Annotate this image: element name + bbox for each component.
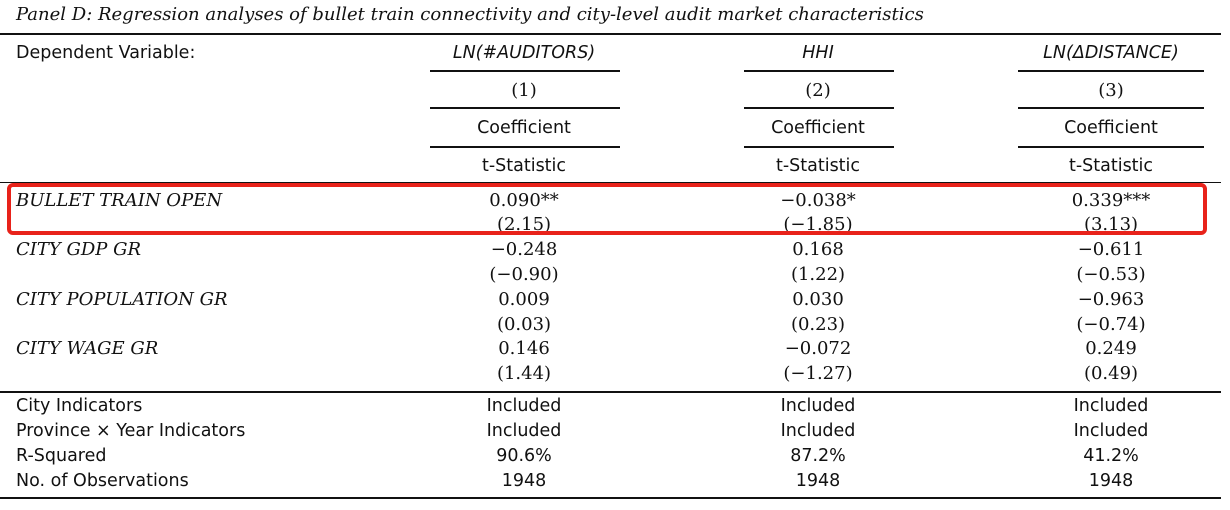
- footer-value: 41.2%: [1083, 446, 1139, 466]
- column-1-rule: [430, 146, 620, 148]
- column-3-rule: [1018, 107, 1204, 109]
- coefficient: 0.146: [498, 338, 550, 359]
- coefficient: 0.090**: [489, 190, 559, 211]
- footer-value: Included: [780, 421, 856, 441]
- footer-label: City Indicators: [16, 396, 143, 416]
- t-statistic: (−0.74): [1076, 314, 1146, 335]
- footer-label: No. of Observations: [16, 471, 189, 491]
- column-2-rule: [744, 146, 894, 148]
- column-1-rule: [430, 107, 620, 109]
- t-statistic: (0.49): [1083, 363, 1139, 384]
- footer-value: Included: [486, 421, 562, 441]
- coefficient: −0.963: [1077, 289, 1145, 310]
- table-caption: Panel D: Regression analyses of bullet train connectivity and city-level audit market characteristics: [16, 4, 924, 25]
- variable-name: CITY GDP GR: [16, 239, 142, 260]
- column-1-number: (1): [511, 80, 537, 101]
- coefficient: 0.009: [498, 289, 550, 310]
- column-2-number: (2): [805, 80, 831, 101]
- footer-label: Province × Year Indicators: [16, 421, 246, 441]
- footer-value: 90.6%: [496, 446, 552, 466]
- footer-value: 87.2%: [790, 446, 846, 466]
- coefficient: 0.339***: [1071, 190, 1151, 211]
- t-statistic: (−0.90): [489, 264, 559, 285]
- column-3-dep-var: LN(ΔDISTANCE): [1043, 43, 1179, 63]
- footer-value: 1948: [795, 471, 841, 491]
- coefficient: −0.611: [1077, 239, 1145, 260]
- variable-name: CITY WAGE GR: [16, 338, 159, 359]
- coefficient: −0.248: [490, 239, 558, 260]
- top-rule: [0, 33, 1221, 35]
- bottom-rule: [0, 497, 1221, 499]
- column-2-tstat-label: t-Statistic: [775, 156, 861, 176]
- t-statistic: (1.44): [496, 363, 552, 384]
- coefficient: 0.249: [1085, 338, 1137, 359]
- footer-value: 1948: [1088, 471, 1134, 491]
- footer-value: Included: [1073, 421, 1149, 441]
- t-statistic: (−1.85): [783, 214, 853, 235]
- column-3-tstat-label: t-Statistic: [1068, 156, 1154, 176]
- t-statistic: (2.15): [496, 214, 552, 235]
- column-3-coef-label: Coefficient: [1064, 118, 1158, 138]
- body-rule: [0, 391, 1221, 393]
- coefficient: −0.072: [784, 338, 852, 359]
- variable-name: BULLET TRAIN OPEN: [16, 190, 223, 211]
- column-2-rule: [744, 70, 894, 72]
- footer-value: 1948: [501, 471, 547, 491]
- footer-value: Included: [780, 396, 856, 416]
- t-statistic: (0.03): [496, 314, 552, 335]
- footer-value: Included: [486, 396, 562, 416]
- t-statistic: (0.23): [790, 314, 846, 335]
- footer-label: R-Squared: [16, 446, 107, 466]
- column-1-tstat-label: t-Statistic: [481, 156, 567, 176]
- dependent-variable-label: Dependent Variable:: [16, 43, 196, 63]
- t-statistic: (−1.27): [783, 363, 853, 384]
- coefficient: −0.038*: [780, 190, 856, 211]
- t-statistic: (1.22): [790, 264, 846, 285]
- coefficient: 0.168: [792, 239, 844, 260]
- variable-name: CITY POPULATION GR: [16, 289, 228, 310]
- column-2-rule: [744, 107, 894, 109]
- column-1-rule: [430, 70, 620, 72]
- column-3-rule: [1018, 146, 1204, 148]
- column-3-rule: [1018, 70, 1204, 72]
- coefficient: 0.030: [792, 289, 844, 310]
- column-2-dep-var: HHI: [802, 43, 834, 63]
- column-2-coef-label: Coefficient: [771, 118, 865, 138]
- highlight-box: [7, 183, 1207, 235]
- footer-value: Included: [1073, 396, 1149, 416]
- column-1-coef-label: Coefficient: [477, 118, 571, 138]
- t-statistic: (−0.53): [1076, 264, 1146, 285]
- column-3-number: (3): [1098, 80, 1124, 101]
- column-1-dep-var: LN(#AUDITORS): [452, 43, 596, 63]
- t-statistic: (3.13): [1083, 214, 1139, 235]
